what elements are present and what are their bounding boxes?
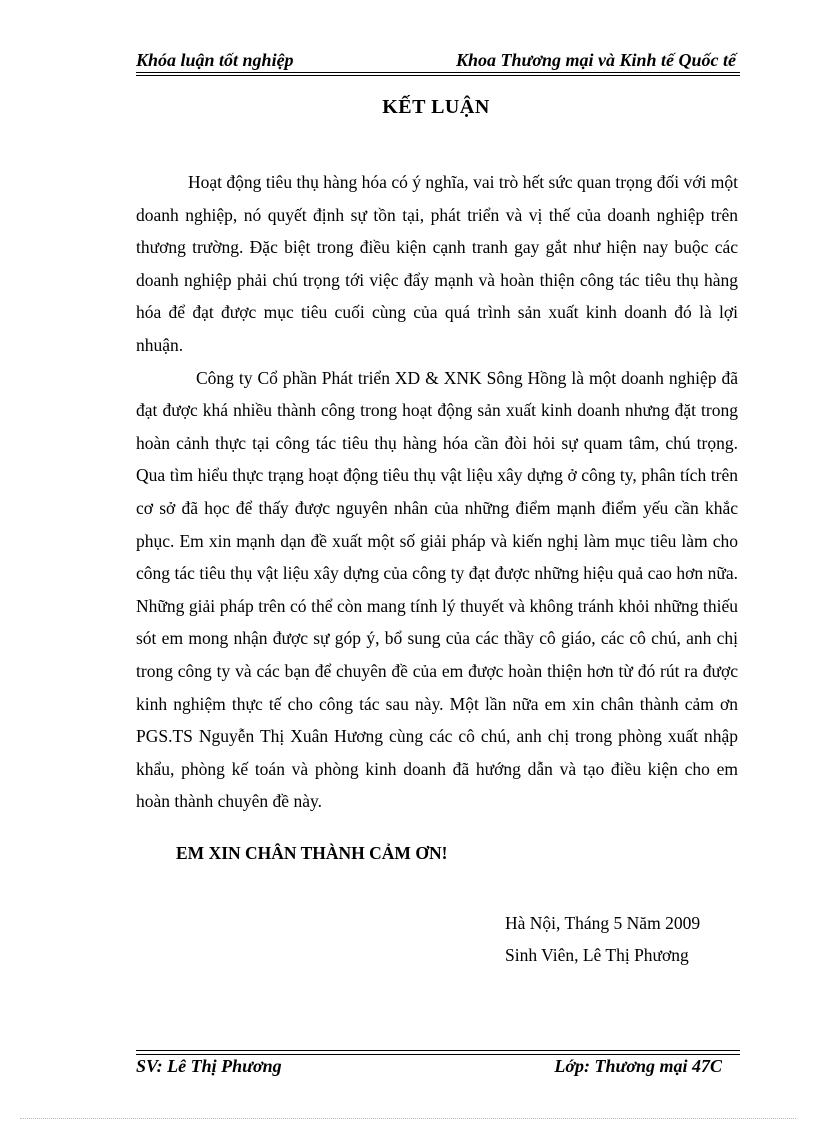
page-title: KẾT LUẬN bbox=[382, 96, 490, 118]
conclusion-body bbox=[136, 166, 738, 818]
footer-student: SV: Lê Thị Phương bbox=[136, 1056, 282, 1076]
page-header bbox=[136, 48, 740, 73]
page-footer bbox=[136, 1050, 740, 1079]
footer-class: Lớp: Thương mại 47C bbox=[554, 1056, 722, 1076]
signature-name: Sinh Viên, Lê Thị Phương bbox=[505, 945, 689, 965]
header-thesis-label: Khóa luận tốt nghiệp bbox=[136, 50, 294, 70]
signature-block bbox=[505, 907, 700, 971]
page-edge-divider bbox=[20, 1118, 796, 1119]
signature-date: Hà Nội, Tháng 5 Năm 2009 bbox=[505, 913, 701, 933]
paragraph-1: Hoạt động tiêu thụ hàng hóa có ý nghĩa, vai trò hết sức quan trọng đối với một doanh nghiệp, nó quyết định sự tồn tại, phát triển và vị thế của doanh nghiệp trên thương trường. Đặc biệt trong điều kiện cạnh tranh gay gắt như hiện nay buộc các doanh nghiệp phải chú trọng tới việc đẩy mạnh và hoàn thiện công tác tiêu thụ hàng hóa để đạt được mục tiêu cuối cùng của quá trình sản xuất kinh doanh đó là lợi nhuận. bbox=[136, 172, 738, 355]
paragraph-2: Công ty Cổ phần Phát triển XD & XNK Sông Hồng là một doanh nghiệp đã đạt được khá nhiều thành công trong hoạt động sản xuất kinh doanh nhưng đặt trong hoàn cảnh thực tại công tác tiêu thụ hàng hóa cần đòi hỏi sự quam tâm, chú trọng. Qua tìm hiểu thực trạng hoạt động tiêu thụ vật liệu xây dựng ở công ty, phân tích trên cơ sở đã học để thấy được nguyên nhân của những điểm mạnh điểm yếu cần khắc phục. Em xin mạnh dạn đề xuất một số giải pháp và kiến nghị làm mục tiêu làm cho công tác tiêu thụ vật liệu xây dựng của công ty đạt được những hiệu quả cao hơn nữa. Những giải pháp trên có thể còn mang tính lý thuyết và không tránh khỏi những thiếu sót em mong nhận được sự góp ý, bổ sung của các thầy cô giáo, các cô chú, anh chị trong công ty và các bạn để chuyên đề của em được hoàn thiện hơn từ đó rút ra được kinh nghiệm thực tế cho công tác sau này. Một lần nữa em xin chân thành cảm ơn PGS.TS Nguyễn Thị Xuân Hương cùng các cô chú, anh chị trong phòng xuất nhập khẩu, phòng kế toán và phòng kinh doanh đã hướng dẫn và tạo điều kiện cho em hoàn thành chuyên đề này. bbox=[136, 367, 738, 812]
thanks-line: EM XIN CHÂN THÀNH CẢM ƠN! bbox=[176, 843, 448, 863]
header-faculty-label: Khoa Thương mại và Kinh tế Quốc tế bbox=[456, 50, 736, 70]
